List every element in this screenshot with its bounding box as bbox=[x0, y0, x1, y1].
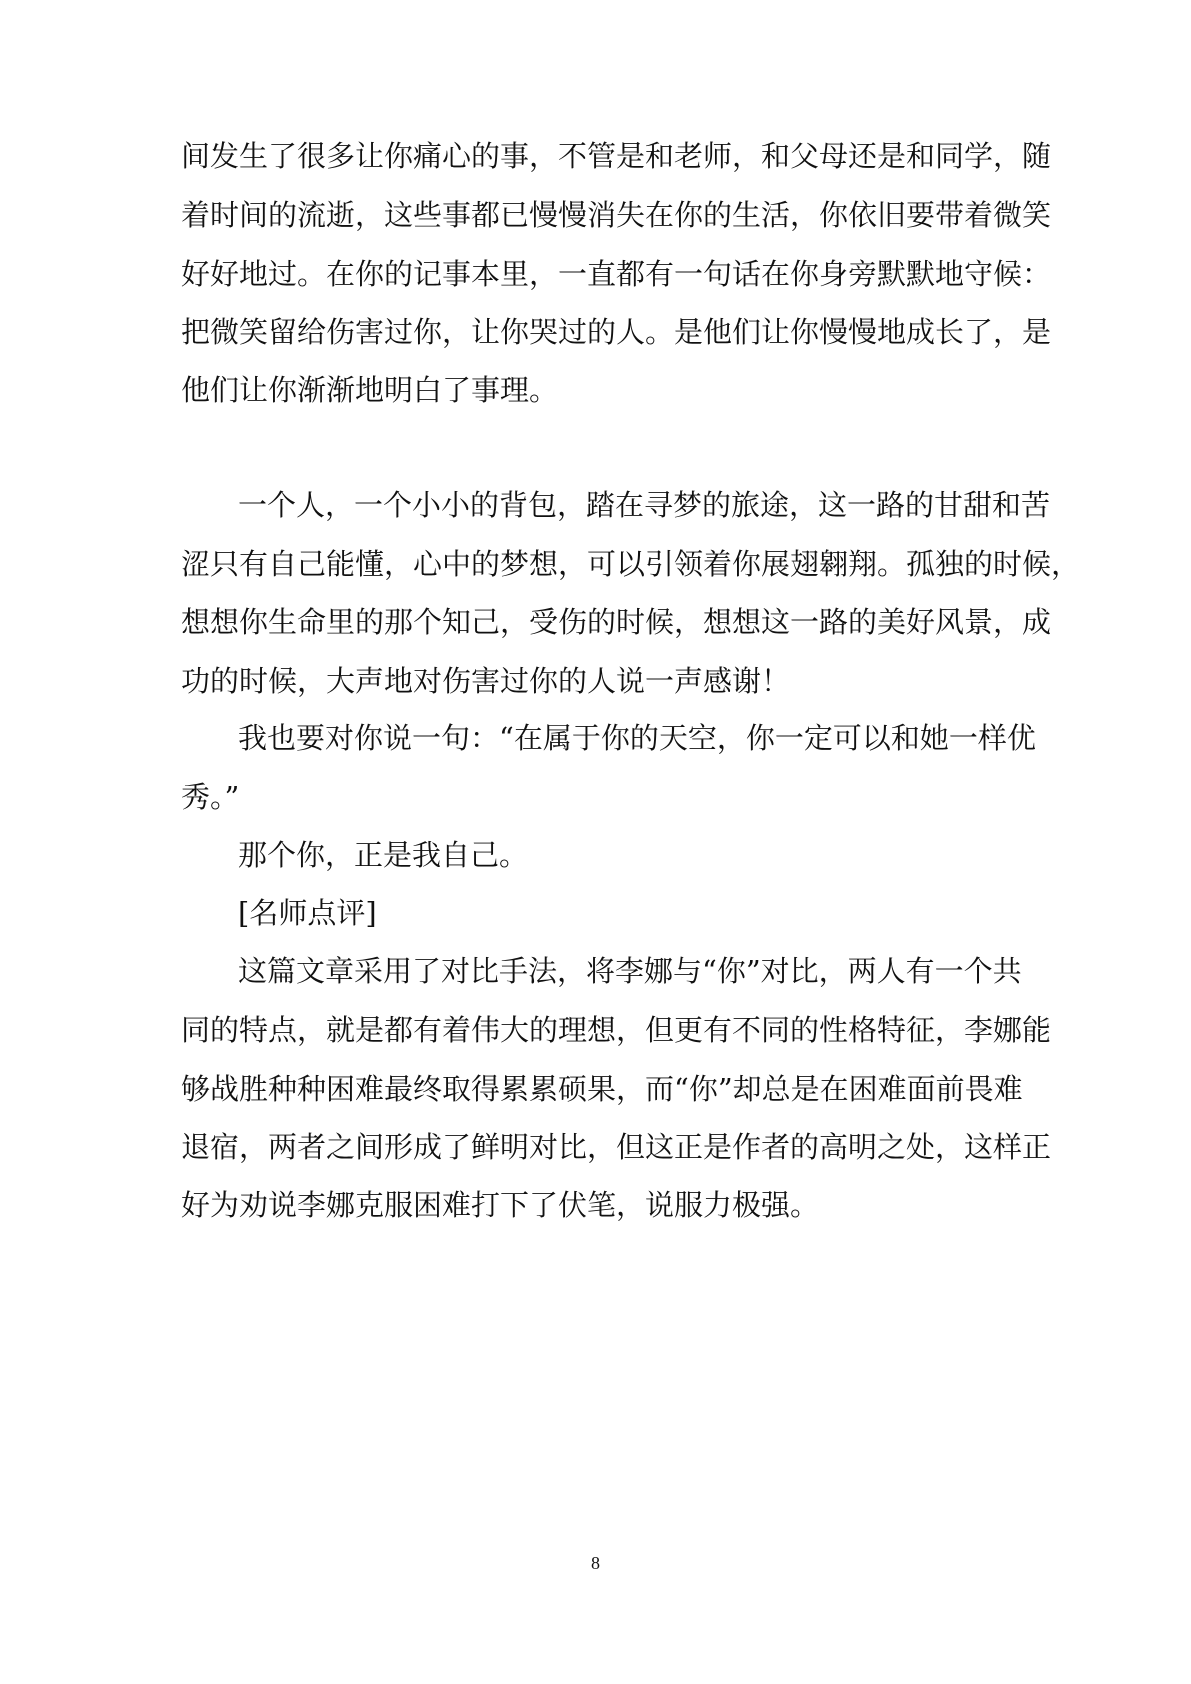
text-line: 够战胜种种困难最终取得累累硕果，而“你”却总是在困难面前畏难 bbox=[181, 1072, 1023, 1106]
text-line: 好好地过。在你的记事本里，一直都有一句话在你身旁默默地守候： bbox=[181, 257, 1052, 291]
text-line: 退宿，两者之间形成了鲜明对比，但这正是作者的高明之处，这样正 bbox=[181, 1130, 1052, 1164]
text-line: 他们让你渐渐地明白了事理。 bbox=[181, 373, 559, 407]
section-heading: [名师点评] bbox=[238, 896, 377, 930]
text-line: 这篇文章采用了对比手法，将李娜与“你”对比，两人有一个共 bbox=[238, 954, 1022, 988]
text-line: 同的特点，就是都有着伟大的理想，但更有不同的性格特征，李娜能 bbox=[181, 1013, 1052, 1047]
text-line: 着时间的流逝，这些事都已慢慢消失在你的生活，你依旧要带着微笑 bbox=[181, 198, 1052, 232]
text-line: 那个你，正是我自己。 bbox=[238, 838, 529, 872]
text-line: 我也要对你说一句：“在属于你的天空，你一定可以和她一样优 bbox=[238, 721, 1036, 755]
text-line: 秀。” bbox=[181, 780, 240, 814]
text-line: 一个人，一个小小的背包，踏在寻梦的旅途，这一路的甘甜和苦 bbox=[238, 488, 1051, 522]
text-line: 想想你生命里的那个知己，受伤的时候，想想这一路的美好风景，成 bbox=[181, 605, 1052, 639]
text-line: 把微笑留给伤害过你，让你哭过的人。是他们让你慢慢地成长了，是 bbox=[181, 315, 1052, 349]
text-line: 功的时候，大声地对伤害过你的人说一声感谢！ bbox=[181, 664, 791, 698]
page-number: 8 bbox=[591, 1553, 600, 1573]
text-line: 间发生了很多让你痛心的事，不管是和老师，和父母还是和同学，随 bbox=[181, 139, 1052, 173]
text-line: 涩只有自己能懂，心中的梦想，可以引领着你展翅翱翔。孤独的时候， bbox=[181, 547, 1081, 581]
text-line: 好为劝说李娜克服困难打下了伏笔，说服力极强。 bbox=[181, 1188, 820, 1222]
